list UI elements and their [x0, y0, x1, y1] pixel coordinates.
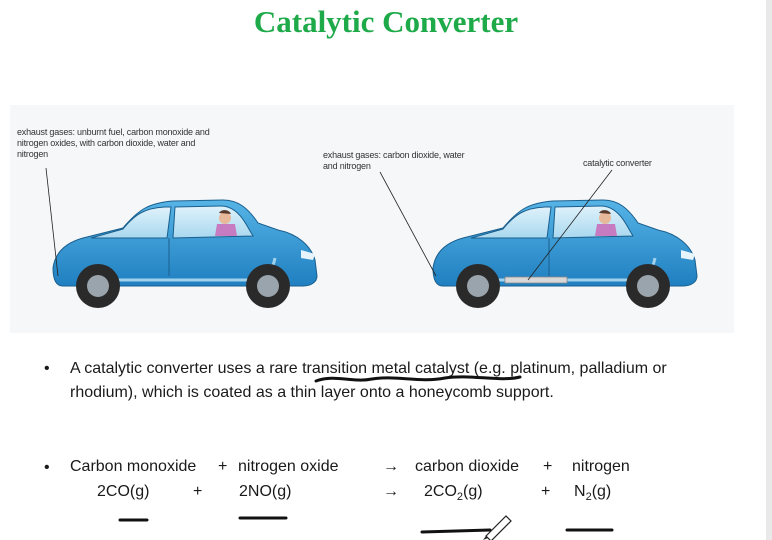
eq-symbol-product-1: $2CO_2(g)$ — [424, 483, 483, 504]
eq-symbol-reactant-2: 2NO(g) — [239, 483, 292, 500]
caption-middle: exhaust gases: carbon dioxide, water and nitrogen — [323, 150, 465, 171]
eq-word-plus-1: + — [218, 458, 228, 475]
eq-word-reactant-1: Carbon monoxide — [70, 458, 197, 475]
eq-symbol-arrow: → — [383, 483, 399, 500]
eq-symbol-reactant-1: 2CO(g) — [97, 483, 150, 500]
bullet-dot: • — [44, 360, 50, 377]
eq-word-product-1: carbon dioxide — [415, 458, 520, 475]
eq-symbol-plus-1: + — [193, 483, 203, 500]
page-title: Catalytic Converter — [253, 4, 519, 39]
eq-symbol-product-2: $N_2(g)$ — [574, 483, 612, 504]
eq-word-plus-2: + — [543, 458, 553, 475]
ink-underline-catalyst — [316, 377, 520, 381]
ink-underline-co2 — [422, 530, 490, 532]
eq-word-reactant-2: nitrogen oxide — [238, 458, 339, 475]
eq-word-arrow: → — [383, 458, 399, 475]
caption-right: catalytic converter — [583, 158, 652, 168]
eq-word-product-2: nitrogen — [572, 458, 630, 475]
eq-symbol-plus-2: + — [541, 483, 551, 500]
pen-cursor-icon — [483, 516, 511, 540]
caption-left: exhaust gases: unburnt fuel, carbon monoxide and nitrogen oxides, with carbon dioxide, water and nitrogen — [17, 127, 210, 159]
bullet-dot: • — [44, 459, 50, 476]
bullet-text-catalyst: A catalytic converter uses a rare transition metal catalyst (e.g. platinum, palladium or rhodium), which is coated as a thin layer onto a honeycomb support. — [70, 360, 667, 401]
